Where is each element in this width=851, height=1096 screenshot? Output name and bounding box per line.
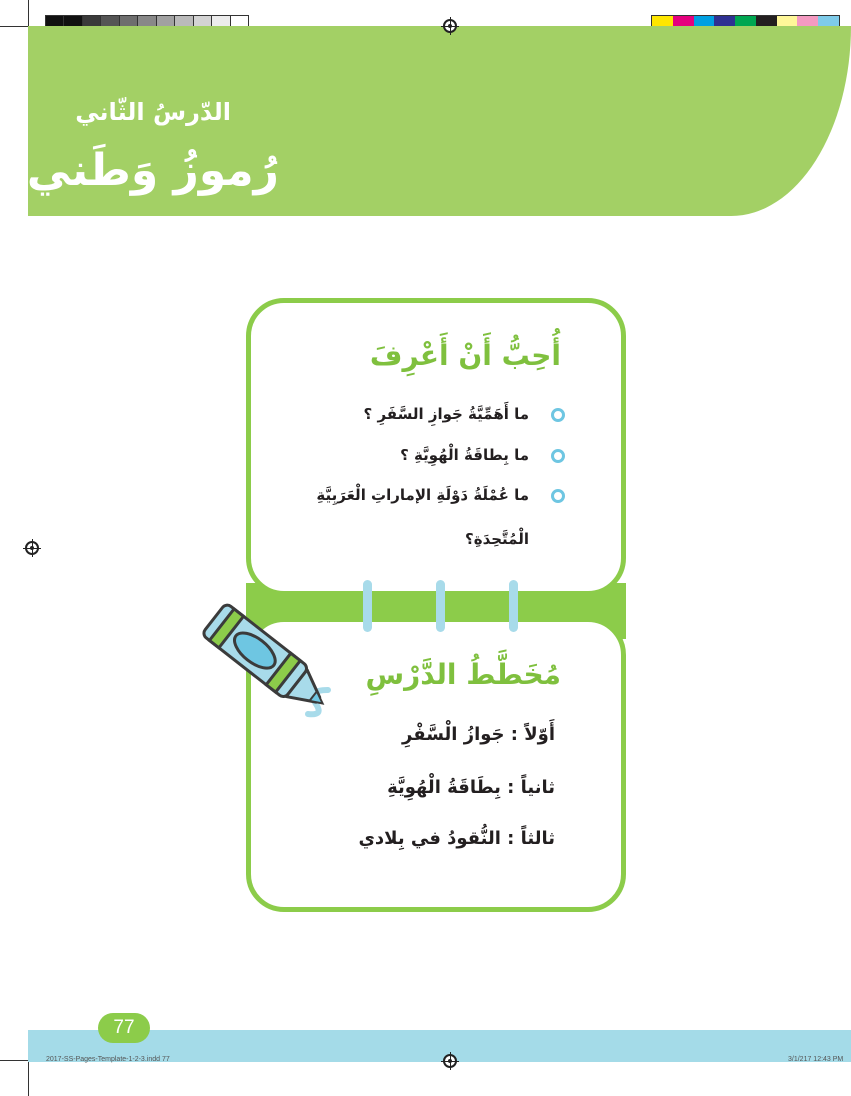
question-item-continued: الْمُتَّحِدَةِ؟ [465, 530, 529, 548]
question-item: ما أَهَمِّيَّةُ جَوازِ السَّفَرِ ؟ [363, 405, 529, 423]
registration-mark-icon [25, 541, 39, 555]
lesson-label: الدّرسُ الثّاني [75, 98, 231, 126]
outline-heading: مُخَطَّطُ الدَّرْسِ [365, 658, 561, 691]
page-number: 77 [98, 1013, 150, 1043]
question-item: ما بِطاقَةُ الْهُوِيَّةِ ؟ [400, 446, 529, 464]
registration-mark-icon [443, 19, 457, 33]
question-item: ما عُمْلَةُ دَوْلَةِ الإماراتِ الْعَرَبِيَّةِ [316, 486, 529, 504]
question-bullet [551, 449, 565, 463]
question-bullet [551, 489, 565, 503]
question-bullet [551, 408, 565, 422]
lesson-title: رُموزُ وَطَني [26, 145, 279, 196]
learn-card [246, 298, 626, 596]
outline-item: أَوّلاً : جَوازُ الْسَّفْرِ [402, 724, 555, 745]
binder-ring [436, 580, 445, 632]
file-info: 2017-SS-Pages-Template-1-2-3.indd 77 [46, 1056, 170, 1063]
registration-mark-icon [443, 1054, 457, 1068]
date-info: 3/1/217 12:43 PM [788, 1056, 844, 1063]
outline-item: ثالثاً : النُّقودُ في بِلادي [358, 828, 555, 849]
outline-item: ثانياً : بِطَاقَةُ الْهُوِيَّةِ [387, 777, 555, 798]
learn-heading: أُحِبُّ أَنْ أَعْرِفَ [369, 339, 561, 372]
crayon-icon [188, 598, 373, 728]
binder-ring [509, 580, 518, 632]
